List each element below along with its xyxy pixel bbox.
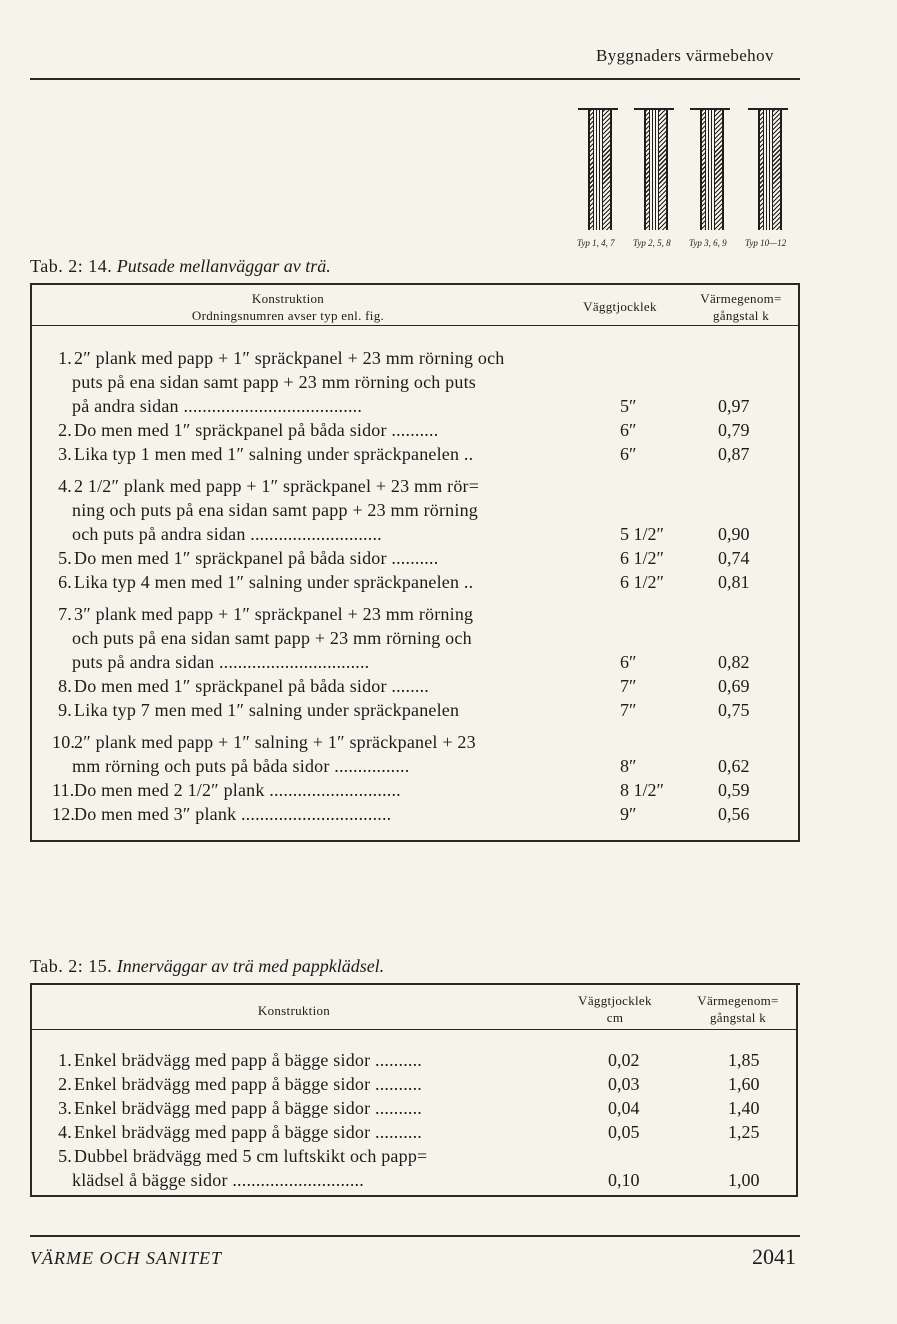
wall-thickness-value: 9″ <box>620 804 637 824</box>
k-value: 0,87 <box>718 444 750 464</box>
row-line <box>52 570 473 594</box>
row-number: 5. <box>58 548 72 568</box>
k-value: 0,81 <box>718 572 750 592</box>
row-line: på andra sidan ...................................... <box>72 396 363 416</box>
wall-thickness-value: 0,04 <box>608 1098 640 1118</box>
wall-thickness-value: 6 1/2″ <box>620 572 664 592</box>
row-line: puts på andra sidan ................................ <box>72 652 370 672</box>
row-text: Lika typ 4 men med 1″ salning under spräckpanelen .. <box>74 572 474 592</box>
table-row <box>52 474 479 546</box>
footer-publication: VÄRME OCH SANITET <box>30 1248 222 1268</box>
row-number: 2. <box>58 420 72 440</box>
row-line: puts på ena sidan samt papp + 23 mm rörning och puts <box>72 372 476 392</box>
wall-thickness-value: 0,05 <box>608 1122 640 1142</box>
table-row <box>52 1048 422 1072</box>
row-text: 2″ plank med papp + 1″ salning + 1″ spräckpanel + 23 <box>74 732 476 752</box>
wall-thickness-value: 6″ <box>620 444 637 464</box>
table-2-top-rule <box>30 983 800 985</box>
row-line: ning och puts på ena sidan samt papp + 23 mm rörning <box>72 500 478 520</box>
figure-caption: Typ 2, 5, 8 <box>633 238 671 248</box>
table-1-heading <box>30 256 331 277</box>
row-number: 2. <box>58 1074 72 1094</box>
row-line <box>52 1144 427 1168</box>
table-row <box>52 802 391 826</box>
figure-caption: Typ 1, 4, 7 <box>577 238 615 248</box>
row-line <box>52 778 401 802</box>
table-row <box>52 546 438 570</box>
header-label: Konstruktion <box>251 291 325 306</box>
row-text: Do men med 3″ plank ................................ <box>74 804 392 824</box>
row-line <box>52 1048 422 1072</box>
figure-caption: Typ 10—12 <box>745 238 787 248</box>
row-text: 3″ plank med papp + 1″ spräckpanel + 23 mm rörning <box>74 604 474 624</box>
row-line <box>52 346 505 370</box>
header-label: gångstal k <box>712 308 770 323</box>
row-text: Lika typ 1 men med 1″ salning under spräckpanelen .. <box>74 444 474 464</box>
header-label: cm <box>606 1010 624 1025</box>
row-number: 3. <box>58 1098 72 1118</box>
row-number: 12. <box>52 804 76 824</box>
table-1-col-thickness: Väggtjocklek <box>583 299 657 314</box>
row-text: Enkel brädvägg med papp å bägge sidor .......... <box>74 1122 423 1142</box>
table-1-label: Tab. 2: 14. <box>30 256 113 276</box>
row-number: 11. <box>52 780 75 800</box>
wall-thickness-value: 0,02 <box>608 1050 640 1070</box>
k-value: 1,85 <box>728 1050 760 1070</box>
k-value: 1,40 <box>728 1098 760 1118</box>
wall-section-type-10-12 <box>748 108 788 230</box>
k-value: 0,59 <box>718 780 750 800</box>
table-row <box>52 674 429 698</box>
row-text: Do men med 1″ spräckpanel på båda sidor .......... <box>74 548 439 568</box>
k-value: 1,00 <box>728 1170 760 1190</box>
table-2-heading <box>30 956 384 977</box>
row-number: 3. <box>58 444 72 464</box>
k-value: 0,79 <box>718 420 750 440</box>
row-line <box>52 730 476 754</box>
row-text: Enkel brädvägg med papp å bägge sidor .......... <box>74 1098 423 1118</box>
table-row <box>52 570 473 594</box>
k-value: 0,74 <box>718 548 750 568</box>
wall-section-type-3-6-9 <box>690 108 730 230</box>
row-text: 2 1/2″ plank med papp + 1″ spräckpanel + 23 mm rör= <box>74 476 480 496</box>
wall-thickness-value: 6″ <box>620 652 637 672</box>
row-number: 9. <box>58 700 72 720</box>
table-1-header-rule <box>30 325 800 326</box>
row-text: Enkel brädvägg med papp å bägge sidor .......... <box>74 1074 423 1094</box>
row-text: Do men med 1″ spräckpanel på båda sidor .......... <box>74 420 439 440</box>
wall-thickness-value: 6″ <box>620 420 637 440</box>
page-number: 2041 <box>752 1244 796 1269</box>
row-line <box>52 418 438 442</box>
table-2-col-construction: Konstruktion <box>257 1003 331 1018</box>
row-number: 1. <box>58 348 72 368</box>
wall-section-type-2-5-8 <box>634 108 674 230</box>
table-row <box>52 778 401 802</box>
row-line <box>52 602 473 626</box>
table-2-title: Innerväggar av trä med pappklädsel. <box>116 956 385 976</box>
table-row <box>52 418 438 442</box>
table-1-title: Putsade mellanväggar av trä. <box>116 256 331 276</box>
k-value: 0,82 <box>718 652 750 672</box>
table-row <box>52 602 473 674</box>
k-value: 0,56 <box>718 804 750 824</box>
k-value: 1,25 <box>728 1122 760 1142</box>
row-line: och puts på andra sidan ............................ <box>72 524 382 544</box>
row-line <box>52 442 473 466</box>
wall-thickness-value: 8 1/2″ <box>620 780 664 800</box>
row-text: Dubbel brädvägg med 5 cm luftskikt och papp= <box>74 1146 428 1166</box>
row-line <box>52 1120 422 1144</box>
table-1-col-construction <box>34 290 542 324</box>
table-row <box>52 442 473 466</box>
table-row <box>52 730 476 778</box>
wall-thickness-value: 7″ <box>620 676 637 696</box>
header-label: Ordningsnumren avser typ enl. fig. <box>191 308 385 323</box>
k-value: 0,97 <box>718 396 750 416</box>
header-rule <box>30 78 800 80</box>
k-value: 0,62 <box>718 756 750 776</box>
table-row <box>52 1096 422 1120</box>
row-line: och puts på ena sidan samt papp + 23 mm rörning och <box>72 628 472 648</box>
table-row <box>52 346 505 418</box>
table-row <box>52 698 459 722</box>
table-2-right-rule <box>796 983 798 1196</box>
header-label: Värmegenom= <box>700 291 782 306</box>
row-number: 7. <box>58 604 72 624</box>
table-2-col-k <box>680 992 796 1026</box>
row-line <box>52 1096 422 1120</box>
row-number: 6. <box>58 572 72 592</box>
row-number: 8. <box>58 676 72 696</box>
row-line <box>52 474 479 498</box>
table-1-col-k <box>684 290 798 324</box>
table-row <box>52 1072 422 1096</box>
row-line <box>52 546 438 570</box>
row-line: mm rörning och puts på båda sidor ................ <box>72 756 410 776</box>
row-number: 5. <box>58 1146 72 1166</box>
header-label: Värmegenom= <box>697 993 779 1008</box>
k-value: 0,69 <box>718 676 750 696</box>
header-label: Väggtjocklek <box>578 993 652 1008</box>
row-text: Do men med 2 1/2″ plank ............................ <box>74 780 401 800</box>
row-text: Lika typ 7 men med 1″ salning under spräckpanelen <box>74 700 460 720</box>
table-2-header-rule <box>30 1029 798 1030</box>
table-2-bottom-rule <box>30 1195 798 1197</box>
running-head: Byggnaders värmebehov <box>596 46 774 65</box>
table-1-top-rule <box>30 283 800 285</box>
table-1-left-rule <box>30 283 32 841</box>
row-number: 10. <box>52 732 76 752</box>
wall-thickness-value: 5″ <box>620 396 637 416</box>
table-row <box>52 1120 422 1144</box>
row-line <box>52 698 459 722</box>
wall-thickness-value: 0,10 <box>608 1170 640 1190</box>
table-1-bottom-rule <box>30 840 800 842</box>
row-text: Do men med 1″ spräckpanel på båda sidor ........ <box>74 676 430 696</box>
table-2-left-rule <box>30 983 32 1196</box>
row-line <box>52 1072 422 1096</box>
table-2-label: Tab. 2: 15. <box>30 956 113 976</box>
wall-section-type-1-4-7 <box>578 108 618 230</box>
row-line <box>52 674 429 698</box>
k-value: 0,75 <box>718 700 750 720</box>
wall-thickness-value: 0,03 <box>608 1074 640 1094</box>
row-number: 4. <box>58 476 72 496</box>
footer-rule <box>30 1235 800 1237</box>
table-1-right-rule <box>798 283 800 841</box>
row-number: 4. <box>58 1122 72 1142</box>
table-row <box>52 1144 427 1192</box>
row-number: 1. <box>58 1050 72 1070</box>
wall-thickness-value: 5 1/2″ <box>620 524 664 544</box>
table-2-col-thickness <box>560 992 670 1026</box>
header-label: gångstal k <box>709 1010 767 1025</box>
row-text: 2″ plank med papp + 1″ spräckpanel + 23 mm rörning och <box>74 348 505 368</box>
wall-thickness-value: 8″ <box>620 756 637 776</box>
row-line: klädsel å bägge sidor ............................ <box>72 1170 364 1190</box>
row-text: Enkel brädvägg med papp å bägge sidor .......... <box>74 1050 423 1070</box>
k-value: 0,90 <box>718 524 750 544</box>
wall-thickness-value: 6 1/2″ <box>620 548 664 568</box>
wall-thickness-value: 7″ <box>620 700 637 720</box>
row-line <box>52 802 391 826</box>
figure-caption: Typ 3, 6, 9 <box>689 238 727 248</box>
k-value: 1,60 <box>728 1074 760 1094</box>
